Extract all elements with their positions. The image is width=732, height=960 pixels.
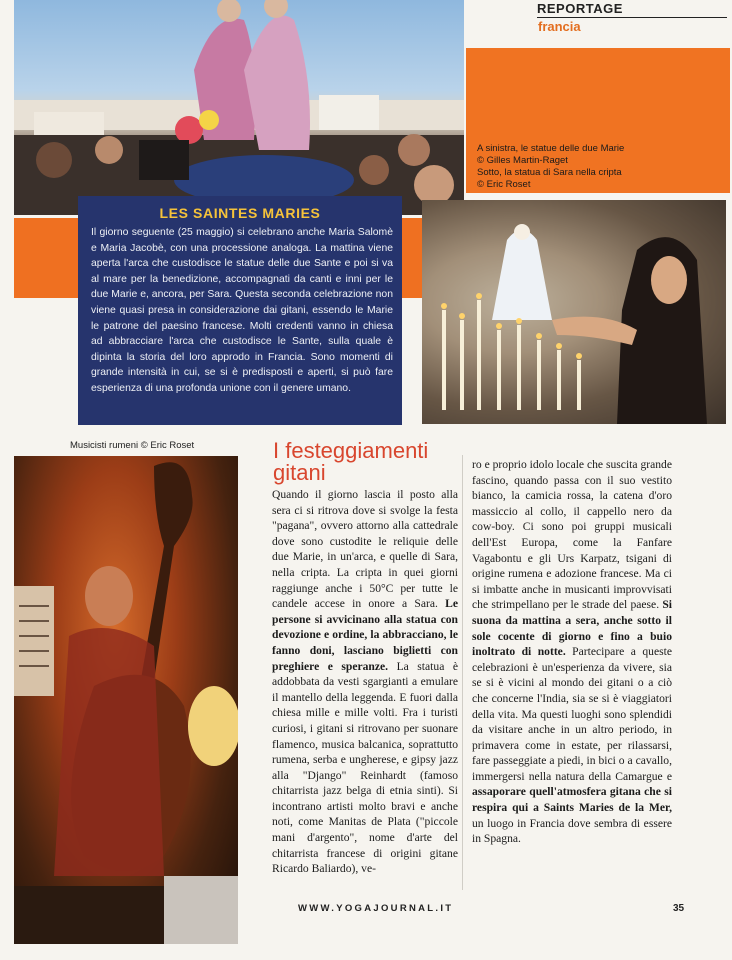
photo-musicians-illustration xyxy=(14,456,238,944)
caption-line: Sotto, la statua di Sara nella cripta xyxy=(477,167,622,178)
caption-line: A sinistra, le statue delle due Marie xyxy=(477,143,625,154)
page-number: 35 xyxy=(673,903,685,914)
article-column-2 xyxy=(472,457,672,847)
photo-statues-two-marys xyxy=(14,0,464,215)
photo-crypt-illustration xyxy=(422,200,726,424)
orange-accent-right xyxy=(402,218,422,298)
column-divider xyxy=(462,455,463,890)
photo-sara-crypt xyxy=(422,200,726,424)
paragraph-text: Quando il giorno lascia il posto alla sera ci si ritrova dove si svolge la festa "pagana", ovvero attorno alla cattedrale dove sono custodite le reliquie delle due Marie, in un'arca, e quelle di Sara, nella cripta. La cripta in quei giorni raggiunge anche i 50°C per tutte le candele accese in onore a Sara. xyxy=(272,488,458,611)
highlighted-text: Si suona da mattina a sera, anche sotto il sole cocente di giorno e fino a buio inoltrato di notte. xyxy=(472,598,672,659)
section-subtitle: francia xyxy=(538,19,581,34)
paragraph-text: un luogo in Francia dove sembra di essere in Spagna. xyxy=(472,816,672,846)
photo-caption-top xyxy=(477,143,727,191)
article-headline: I festeggiamenti gitani xyxy=(273,438,429,485)
paragraph-text: Partecipare a queste celebrazioni è un'esperienza da vivere, sia se si è vicini al mondo dei gitani o a ciò che concerne l'India, sia se si è viaggiatori della vita. Ma questi luoghi sono splendidi da visitare anche in un altro periodo, in primavera come in estate, per rilassarsi, fare passeggiate a piedi, in bici o a cavallo, immergersi nella natura della Camargue e xyxy=(472,645,672,783)
header-rule xyxy=(537,17,727,18)
photo-statues-illustration xyxy=(14,0,464,215)
highlighted-text: Le persone si avvicinano alla statua con devozione e ordine, la abbracciano, le fanno doni, lasciano biglietti con preghiere e speranze. xyxy=(272,597,458,673)
paragraph-text: ro e proprio idolo locale che suscita grande fascino, quando passa con il suo vestito bianco, la camicia rossa, la catena d'oro massiccio al collo, il cappello nero da cow-boy. Ci sono poi gruppi musicali dell'Est Europa, come la Fanfare Vagabontu e gli Urs Karpatz, tsigani di origine rumena e adozione francese. Ma ci si imbatte anche in musicanti improvvisati che strimpellano per le strade del paese. xyxy=(472,458,672,612)
orange-accent-left xyxy=(14,218,78,298)
box-title: LES SAINTES MARIES xyxy=(159,205,321,221)
section-label: REPORTAGE xyxy=(537,1,623,16)
paragraph-text: La statua è addobbata da vesti sgargianti a emulare il mantello della leggenda. E fuori dalla chiesa mille e mille volti. Fra i turisti curiosi, i gitani si ritrovano per suonare flamenco, musica balcanica, soprattutto rumena, serba e ungherese, e gipsy jazz alla "Django" Reinhardt (famoso chitarrista jazz belga di etnia sinti). Si incontrano artisti molto bravi e anche noti, come Manitas de Plata ("piccole mani d'argento", nome d'arte del chitarrista francese di origini gitane Ricardo Baliardo), ve- xyxy=(272,659,458,876)
footer-website: WWW.YOGAJOURNAL.IT xyxy=(298,903,454,914)
photo-caption-musicians: Musicisti rumeni © Eric Roset xyxy=(70,440,195,451)
photo-romanian-musicians xyxy=(14,456,238,944)
article-column-1 xyxy=(272,487,458,877)
sidebar-box-saintes-maries xyxy=(78,196,402,425)
box-text xyxy=(91,225,393,397)
highlighted-text: assaporare quell'atmosfera gitana che si respira qui a Saints Maries de la Mer, xyxy=(472,785,672,815)
box-paragraph: Il giorno seguente (25 maggio) si celebrano anche Maria Salomè e Maria Jacobè, con una processione analoga. La mattina viene aperta l'arca che custodisce le statue delle due Sante e poi si va al mare per la benedizione, accompagnati da canti e inni per le due Marie e, ancora, per Sara. Questa seconda celebrazione non viene quasi presa in considerazione dai gitani, essendo le Marie le patrone del paesino francese. Molti credenti vanno in chiesa ad abbracciare l'arca che custodisce le Sante, sulla quale è dipinta la storia del loro approdo in Francia. Sono momenti di grande intensità in cui, se si è predisposti e aperti, si può fare esperienza di una profonda unione con il genere umano. xyxy=(91,227,393,394)
caption-credit: © Gilles Martin-Raget xyxy=(477,155,568,166)
caption-credit: © Eric Roset xyxy=(477,179,531,190)
